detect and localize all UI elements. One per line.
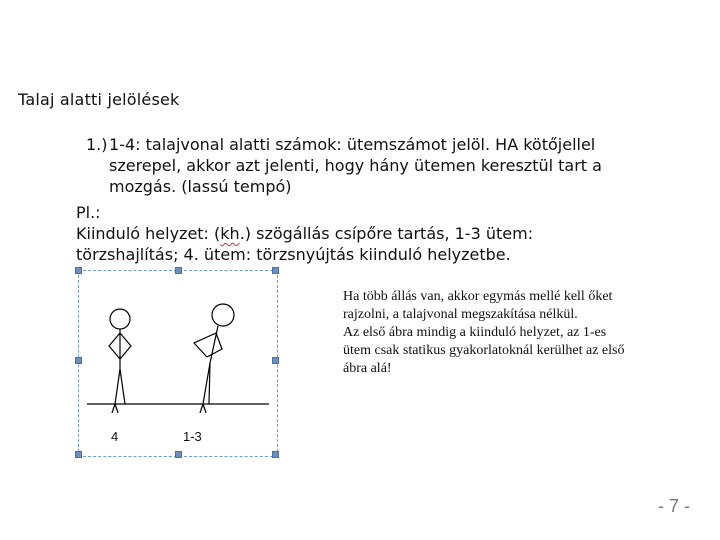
note-line-5: ábra alá! [343, 361, 392, 376]
point-1-line-3: mozgás. (lassú tempó) [109, 177, 292, 196]
resize-handle-left[interactable] [75, 357, 82, 364]
resize-handle-top-left[interactable] [75, 267, 82, 274]
example-line-2: törzshajlítás; 4. ütem: törzsnyújtás kiinduló helyzetbe. [76, 245, 511, 264]
example-line-1-suffix: .) szögállás csípőre tartás, 1-3 ütem: [239, 224, 534, 243]
spellcheck-underlined-word: kh [220, 224, 240, 243]
note-line-4: ütem csak statikus gyakorlatoknál kerülhet az első [343, 343, 625, 358]
point-1-number: 1.) [86, 135, 108, 154]
resize-handle-bottom-left[interactable] [75, 451, 82, 458]
note-line-1: Ha több állás van, akkor egymás mellé kell őket [343, 289, 613, 304]
stick-figure-standing [109, 309, 131, 413]
example-label: Pl.: [76, 203, 101, 222]
example-line-1 [76, 223, 533, 244]
resize-handle-bottom[interactable] [175, 451, 182, 458]
example-text [76, 223, 533, 265]
figure-beat-label-left: 4 [111, 429, 119, 444]
point-1 [86, 134, 686, 197]
note-line-2: rajzolni, a talajvonal megszakítása nélkül. [343, 307, 578, 322]
page-number: - 7 - [658, 496, 691, 516]
figure-beat-label-right: 1-3 [183, 429, 202, 444]
resize-handle-top[interactable] [175, 267, 182, 274]
resize-handle-bottom-right[interactable] [272, 451, 279, 458]
figure-selection-frame[interactable] [78, 270, 278, 457]
note-line-3: Az első ábra mindig a kiinduló helyzet, az 1-es [343, 325, 607, 340]
figure-note [343, 288, 713, 378]
resize-handle-top-right[interactable] [272, 267, 279, 274]
resize-handle-right[interactable] [272, 357, 279, 364]
point-1-line-2: szerepel, akkor azt jelenti, hogy hány ütemen keresztül tart a [109, 156, 602, 175]
stick-figure-drawing [79, 271, 277, 456]
slide-heading: Talaj alatti jelölések [18, 90, 180, 109]
stick-figure-bending [194, 304, 234, 413]
example-line-1-prefix: Kiinduló helyzet: ( [76, 224, 221, 243]
point-1-line-1: 1-4: talajvonal alatti számok: ütemszámot jelöl. HA kötőjellel [109, 135, 596, 154]
